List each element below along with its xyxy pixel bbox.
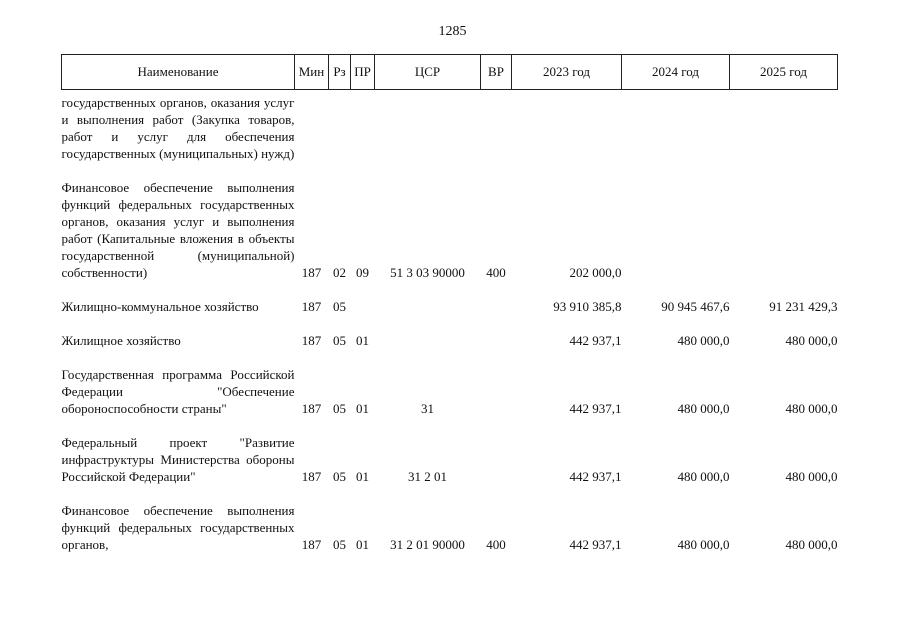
- row-2023: 202 000,0: [569, 265, 622, 280]
- row-2024: 90 945 467,6: [661, 299, 730, 314]
- row-2024: [622, 90, 730, 163]
- row-min: 187: [301, 537, 322, 552]
- row-rz: 02: [333, 265, 346, 280]
- row-pr: 01: [356, 469, 369, 484]
- row-vr: [481, 315, 512, 349]
- header-2025: 2025 год: [730, 55, 838, 90]
- row-2025: [730, 90, 838, 163]
- row-vr: 400: [486, 537, 506, 552]
- table-row: [62, 90, 838, 163]
- row-2024: 480 000,0: [677, 537, 730, 552]
- row-name: Федеральный проект "Развитие инфраструктуры Министерства обороны Российской Федерации": [61, 435, 295, 484]
- row-name: Финансовое обеспечение выполнения функций федеральных государственных органов, оказания услуг и выполнения работ (Капитальные вложения в объекты государственной (муниципальной) собственности): [61, 180, 295, 280]
- table-row: [62, 162, 838, 281]
- row-name: Государственная программа Российской Федерации "Обеспечение обороноспособности страны": [61, 367, 295, 416]
- page-number: 1285: [438, 24, 467, 39]
- row-vr: [481, 90, 512, 163]
- row-csr: [375, 90, 481, 163]
- row-2025: 480 000,0: [785, 469, 838, 484]
- row-2023: 93 910 385,8: [553, 299, 622, 314]
- row-min: 187: [301, 401, 322, 416]
- row-name: Финансовое обеспечение выполнения функций федеральных государственных органов,: [61, 503, 295, 552]
- row-rz: [329, 90, 351, 163]
- row-vr: [481, 417, 512, 485]
- row-pr: 01: [356, 401, 369, 416]
- row-2025: 480 000,0: [785, 333, 838, 348]
- row-2024: 480 000,0: [677, 401, 730, 416]
- row-vr: 400: [486, 265, 506, 280]
- row-2024: 480 000,0: [677, 469, 730, 484]
- row-pr: 01: [356, 537, 369, 552]
- row-pr: 09: [356, 265, 369, 280]
- row-pr: 01: [356, 333, 369, 348]
- row-min: 187: [301, 333, 322, 348]
- header-vr: ВР: [481, 55, 512, 90]
- row-2025: 480 000,0: [785, 537, 838, 552]
- header-name: Наименование: [62, 55, 295, 90]
- row-min: 187: [301, 265, 322, 280]
- table-row: [62, 349, 838, 417]
- header-2023: 2023 год: [512, 55, 622, 90]
- row-csr: 51 3 03 90000: [390, 265, 465, 280]
- row-rz: 05: [333, 537, 346, 552]
- budget-table: [61, 54, 838, 553]
- row-rz: 05: [333, 299, 346, 314]
- table-row: [62, 417, 838, 485]
- row-csr: [375, 281, 481, 315]
- row-csr: 31 2 01: [408, 469, 447, 484]
- row-rz: 05: [333, 401, 346, 416]
- row-rz: 05: [333, 333, 346, 348]
- row-csr: 31: [421, 401, 434, 416]
- row-2025: 91 231 429,3: [769, 299, 838, 314]
- row-2024: 480 000,0: [677, 333, 730, 348]
- table-header-row: [62, 55, 838, 90]
- row-vr: [481, 349, 512, 417]
- row-2024: [622, 162, 730, 281]
- header-pr: ПР: [351, 55, 375, 90]
- row-pr: [351, 281, 375, 315]
- row-name: государственных органов, оказания услуг и выполнения работ (Закупка товаров, работ и услуг для обеспечения государственных (муниципальных) нужд): [61, 95, 295, 161]
- row-csr: 31 2 01 90000: [390, 537, 465, 552]
- row-min: [295, 90, 329, 163]
- header-2024: 2024 год: [622, 55, 730, 90]
- row-2023: 442 937,1: [569, 401, 622, 416]
- table-row: [62, 281, 838, 315]
- row-vr: [481, 281, 512, 315]
- row-min: 187: [301, 469, 322, 484]
- header-csr: ЦСР: [375, 55, 481, 90]
- row-2023: [512, 90, 622, 163]
- header-min: Мин: [295, 55, 329, 90]
- row-2025: [730, 162, 838, 281]
- row-min: 187: [301, 299, 322, 314]
- row-2023: 442 937,1: [569, 333, 622, 348]
- row-name: Жилищно-коммунальное хозяйство: [61, 299, 259, 314]
- table-row: [62, 485, 838, 553]
- row-2023: 442 937,1: [569, 537, 622, 552]
- row-2023: 442 937,1: [569, 469, 622, 484]
- row-name: Жилищное хозяйство: [61, 333, 181, 348]
- row-csr: [375, 315, 481, 349]
- row-pr: [351, 90, 375, 163]
- row-rz: 05: [333, 469, 346, 484]
- header-rz: Рз: [329, 55, 351, 90]
- table-row: [62, 315, 838, 349]
- row-2025: 480 000,0: [785, 401, 838, 416]
